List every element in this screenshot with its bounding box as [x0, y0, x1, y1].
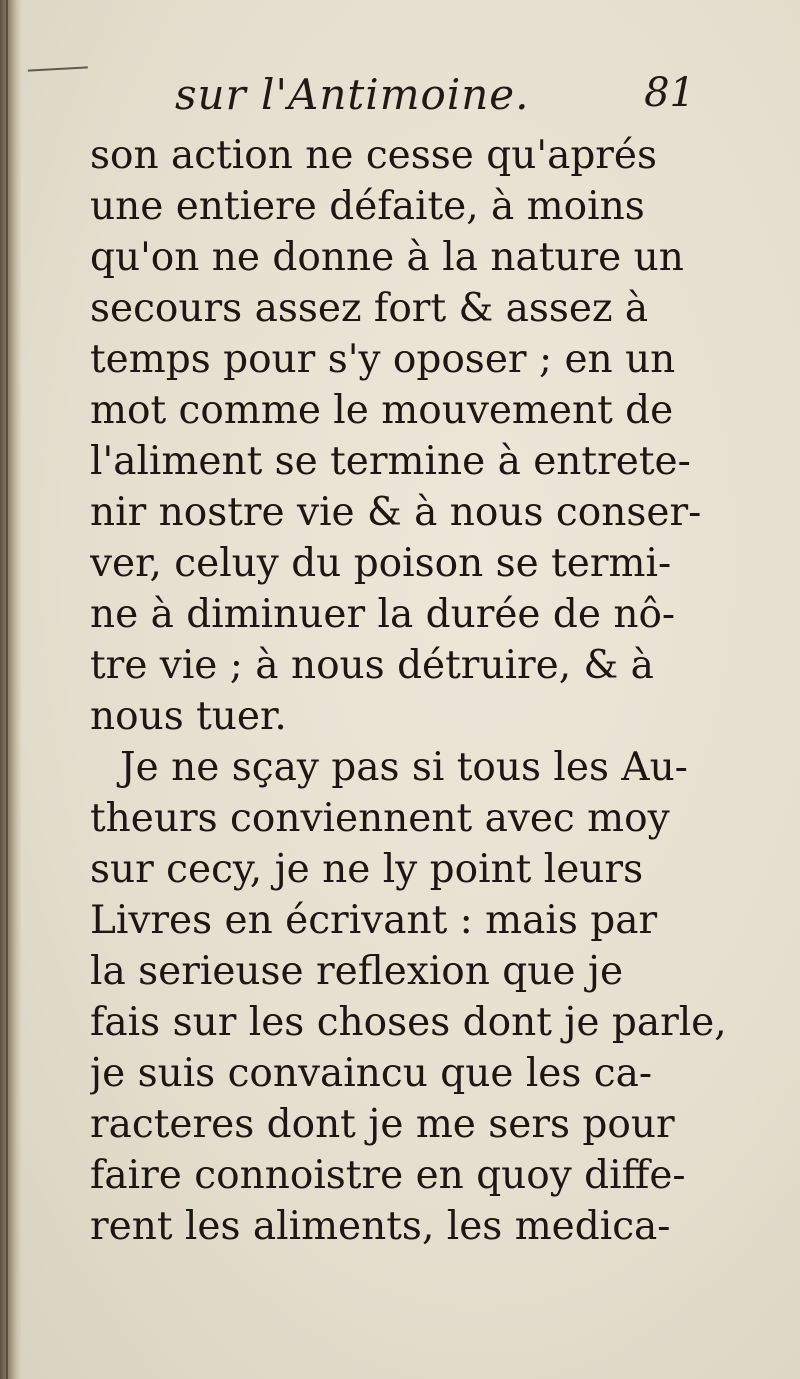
text-line: nous tuer.	[90, 694, 287, 739]
page-gutter-shadow	[0, 0, 22, 1379]
text-line: mot comme le mouvement de	[90, 388, 674, 433]
text-line: fais sur les choses dont je parle,	[90, 1000, 727, 1045]
text-line: sur cecy, je ne ly point leurs	[90, 847, 644, 892]
text-line: ne à diminuer la durée de nô-	[90, 592, 676, 637]
text-line: nir nostre vie & à nous conser-	[90, 490, 702, 535]
running-title: sur l'Antimoine.	[175, 70, 530, 119]
text-line: je suis convaincu que les ca-	[90, 1051, 653, 1096]
page-header	[175, 70, 695, 130]
text-line: une entiere défaite, à moins	[90, 184, 645, 229]
ink-mark	[28, 66, 88, 77]
text-line: tre vie ; à nous détruire, & à	[90, 643, 654, 688]
text-line: secours assez fort & assez à	[90, 286, 649, 331]
text-line: faire connoistre en quoy diffe-	[90, 1153, 686, 1198]
text-line: rent les aliments, les medica-	[90, 1204, 671, 1249]
text-line: son action ne cesse qu'aprés	[90, 133, 658, 178]
body-text	[90, 130, 730, 1252]
page-number: 81	[644, 70, 695, 116]
binding-edge	[6, 0, 8, 1379]
text-line: theurs conviennent avec moy	[90, 796, 670, 841]
paragraph-start-line: Je ne sçay pas si tous les Au-	[120, 745, 688, 790]
text-line: ver, celuy du poison se termi-	[90, 541, 672, 586]
text-line: la serieuse reflexion que je	[90, 949, 624, 994]
text-line: Livres en écrivant : mais par	[90, 898, 658, 943]
text-line: racteres dont je me sers pour	[90, 1102, 675, 1147]
text-line: temps pour s'y oposer ; en un	[90, 337, 676, 382]
text-line: qu'on ne donne à la nature un	[90, 235, 684, 280]
text-line: l'aliment se termine à entrete-	[90, 439, 691, 484]
